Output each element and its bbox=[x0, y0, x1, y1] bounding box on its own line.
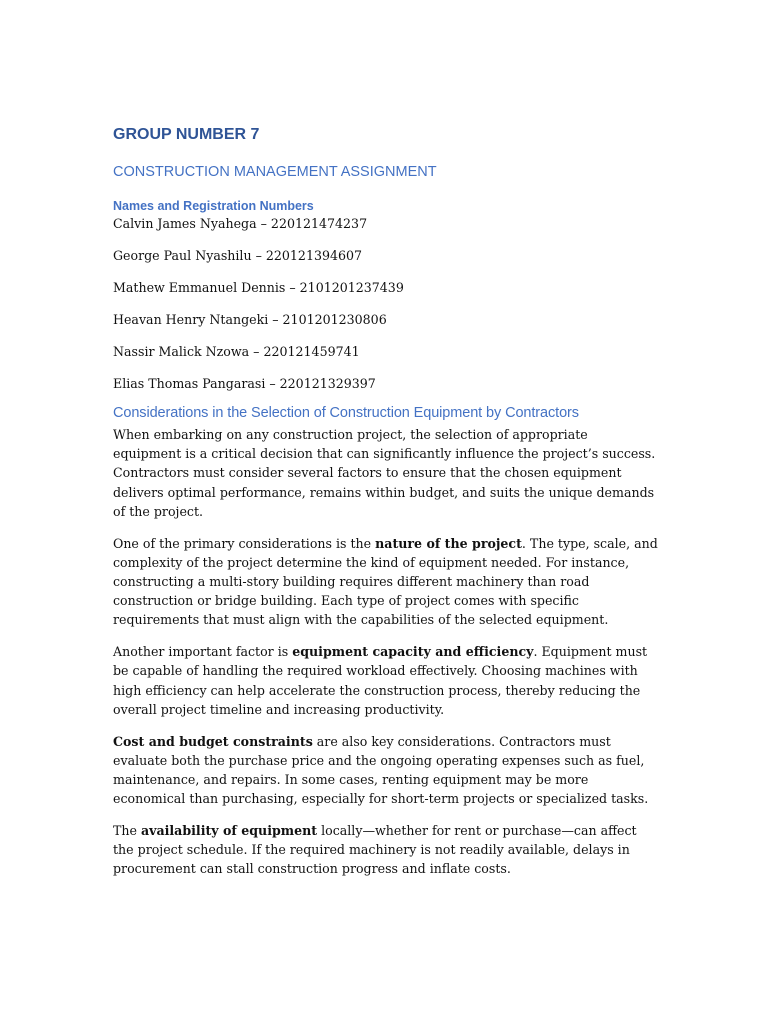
paragraph-3 bbox=[113, 642, 658, 719]
paragraph-2-text-start: One of the primary considerations is the bbox=[113, 535, 376, 551]
member-2: George Paul Nyashilu – 220121394607 bbox=[113, 248, 363, 263]
member-3: Mathew Emmanuel Dennis – 2101201237439 bbox=[113, 280, 404, 295]
paragraph-4 bbox=[113, 732, 658, 809]
assignment-title: CONSTRUCTION MANAGEMENT ASSIGNMENT bbox=[113, 164, 437, 180]
section-title: Considerations in the Selection of Construction Equipment by Contractors bbox=[113, 405, 579, 421]
group-heading: GROUP NUMBER 7 bbox=[113, 126, 260, 143]
paragraph-5-text-end: locally—whether for rent or purchase—can affect the project schedule. If the required machinery is not readily available, delays in procurement can stall construction progress and inflate costs. bbox=[113, 823, 637, 877]
paragraph-3-bold: equipment capacity and efficiency bbox=[292, 644, 534, 660]
members-list bbox=[113, 215, 658, 393]
paragraph-2-bold: nature of the project bbox=[375, 535, 522, 551]
paragraph-3-text-start: Another important factor is bbox=[113, 644, 293, 660]
paragraph-4-text-end: are also key considerations. Contractors must evaluate both the purchase price and the ongoing operating expenses such as fuel, maintenance, and repairs. In some cases, renting equipment may be more economical than purchasing, especially for short-term projects or specialized tasks. bbox=[113, 733, 649, 807]
paragraph-3-text-end: . Equipment must be capable of handling the required workload effectively. Choosing machines with high efficiency can help accelerate the construction process, thereby reducing the overall project timeline and increasing productivity. bbox=[113, 644, 648, 717]
member-5: Nassir Malick Nzowa – 220121459741 bbox=[113, 344, 360, 359]
paragraph-5 bbox=[113, 821, 658, 879]
members-heading: Names and Registration Numbers bbox=[113, 199, 314, 213]
paragraph-2 bbox=[113, 534, 658, 630]
paragraph-5-text-start: The bbox=[113, 823, 141, 839]
member-1: Calvin James Nyahega – 220121474237 bbox=[113, 216, 368, 231]
paragraph-5-bold: availability of equipment bbox=[140, 823, 318, 839]
paragraph-4-bold: Cost and budget constraints bbox=[113, 733, 313, 749]
paragraph-2-text-end: . The type, scale, and complexity of the project determine the kind of equipment needed. For instance, constructing a multi-story building requires different machinery than road construction or bridge building. Each type of project comes with specific requirements that must align with the capabilities of the selected equipment. bbox=[113, 535, 658, 628]
paragraph-1: When embarking on any construction project, the selection of appropriate equipment is a critical decision that can significantly influence the project’s success. Contractors must consider several factors to ensure that the chosen equipment delivers optimal performance, remains within budget, and suits the unique demands of the project. bbox=[113, 427, 656, 519]
member-4: Heavan Henry Ntangeki – 2101201230806 bbox=[113, 312, 387, 327]
member-6: Elias Thomas Pangarasi – 220121329397 bbox=[113, 376, 376, 391]
document-page bbox=[113, 124, 658, 891]
